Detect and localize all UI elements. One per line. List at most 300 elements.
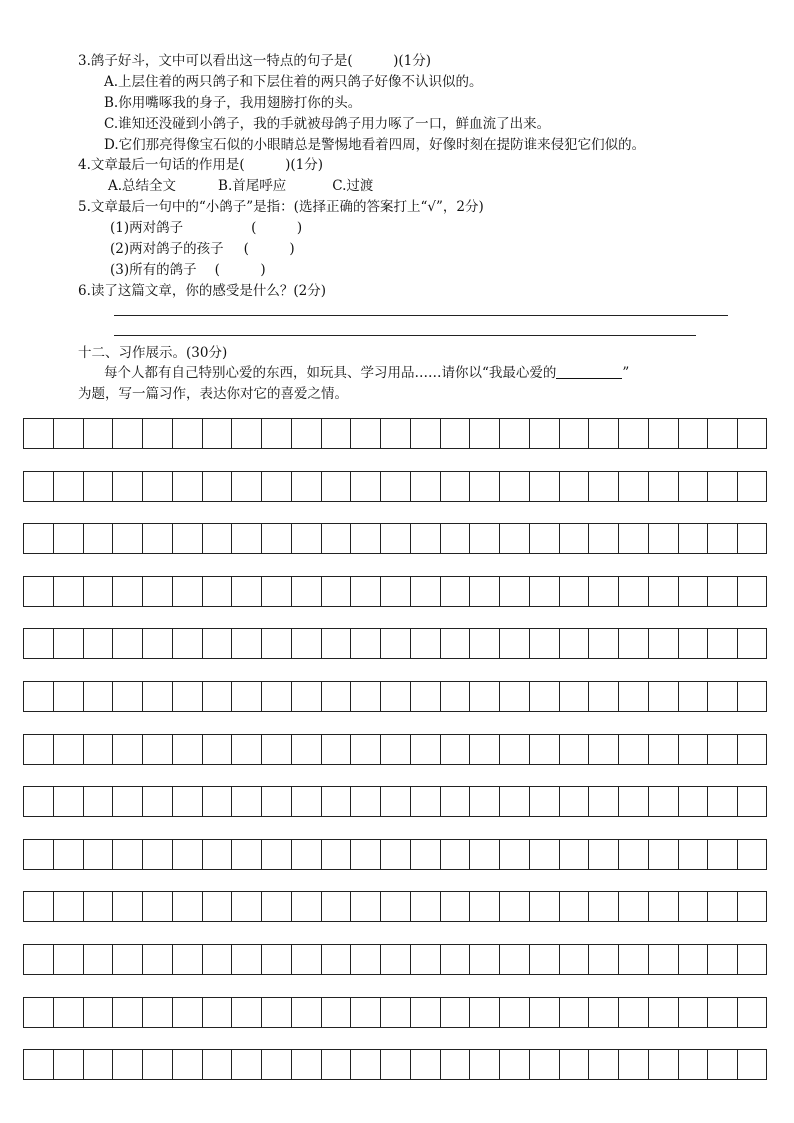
grid-cell[interactable] (84, 1050, 114, 1079)
grid-cell[interactable] (203, 892, 233, 921)
grid-cell[interactable] (262, 629, 292, 658)
grid-cell[interactable] (738, 577, 768, 606)
grid-cell[interactable] (113, 472, 143, 501)
grid-cell[interactable] (470, 735, 500, 764)
grid-cell[interactable] (292, 524, 322, 553)
grid-cell[interactable] (530, 629, 560, 658)
grid-cell[interactable] (24, 840, 54, 869)
grid-cell[interactable] (113, 577, 143, 606)
q5-item-3-paren[interactable]: ( ) (214, 262, 266, 278)
grid-cell[interactable] (470, 840, 500, 869)
grid-cell[interactable] (619, 472, 649, 501)
grid-cell[interactable] (381, 682, 411, 711)
grid-cell[interactable] (530, 787, 560, 816)
grid-cell[interactable] (500, 1050, 530, 1079)
grid-cell[interactable] (679, 682, 709, 711)
grid-cell[interactable] (24, 577, 54, 606)
grid-cell[interactable] (708, 892, 738, 921)
grid-cell[interactable] (738, 629, 768, 658)
grid-cell[interactable] (173, 892, 203, 921)
grid-cell[interactable] (679, 577, 709, 606)
grid-cell[interactable] (262, 419, 292, 448)
grid-cell[interactable] (381, 998, 411, 1027)
grid-cell[interactable] (143, 998, 173, 1027)
grid-cell[interactable] (292, 840, 322, 869)
grid-cell[interactable] (441, 419, 471, 448)
grid-cell[interactable] (530, 840, 560, 869)
grid-cell[interactable] (173, 524, 203, 553)
grid-cell[interactable] (381, 787, 411, 816)
grid-cell[interactable] (113, 735, 143, 764)
grid-cell[interactable] (113, 524, 143, 553)
grid-cell[interactable] (500, 577, 530, 606)
grid-cell[interactable] (351, 629, 381, 658)
grid-cell[interactable] (738, 840, 768, 869)
grid-cell[interactable] (203, 419, 233, 448)
grid-cell[interactable] (292, 577, 322, 606)
grid-cell[interactable] (84, 892, 114, 921)
grid-cell[interactable] (738, 1050, 768, 1079)
grid-cell[interactable] (262, 998, 292, 1027)
grid-cell[interactable] (262, 472, 292, 501)
grid-cell[interactable] (381, 945, 411, 974)
grid-cell[interactable] (351, 892, 381, 921)
grid-cell[interactable] (351, 840, 381, 869)
grid-cell[interactable] (560, 945, 590, 974)
grid-cell[interactable] (54, 524, 84, 553)
grid-cell[interactable] (619, 682, 649, 711)
grid-cell[interactable] (649, 1050, 679, 1079)
grid-cell[interactable] (649, 577, 679, 606)
grid-cell[interactable] (649, 998, 679, 1027)
grid-cell[interactable] (619, 524, 649, 553)
grid-cell[interactable] (203, 472, 233, 501)
grid-cell[interactable] (679, 998, 709, 1027)
grid-cell[interactable] (113, 682, 143, 711)
grid-cell[interactable] (619, 945, 649, 974)
title-blank[interactable] (556, 364, 622, 379)
grid-cell[interactable] (143, 682, 173, 711)
grid-cell[interactable] (411, 524, 441, 553)
grid-cell[interactable] (351, 735, 381, 764)
grid-cell[interactable] (173, 735, 203, 764)
grid-cell[interactable] (54, 840, 84, 869)
grid-cell[interactable] (708, 735, 738, 764)
grid-cell[interactable] (24, 419, 54, 448)
grid-cell[interactable] (232, 998, 262, 1027)
grid-cell[interactable] (738, 735, 768, 764)
grid-cell[interactable] (560, 524, 590, 553)
grid-cell[interactable] (500, 524, 530, 553)
grid-cell[interactable] (708, 629, 738, 658)
grid-cell[interactable] (113, 998, 143, 1027)
grid-cell[interactable] (441, 629, 471, 658)
grid-cell[interactable] (738, 945, 768, 974)
grid-cell[interactable] (173, 629, 203, 658)
grid-cell[interactable] (381, 892, 411, 921)
grid-cell[interactable] (143, 735, 173, 764)
grid-cell[interactable] (649, 682, 679, 711)
grid-cell[interactable] (708, 419, 738, 448)
grid-cell[interactable] (203, 735, 233, 764)
grid-cell[interactable] (411, 787, 441, 816)
grid-cell[interactable] (322, 945, 352, 974)
grid-cell[interactable] (173, 472, 203, 501)
grid-cell[interactable] (411, 892, 441, 921)
grid-cell[interactable] (411, 1050, 441, 1079)
grid-cell[interactable] (84, 840, 114, 869)
grid-cell[interactable] (113, 629, 143, 658)
grid-cell[interactable] (589, 892, 619, 921)
grid-cell[interactable] (173, 998, 203, 1027)
grid-cell[interactable] (649, 524, 679, 553)
grid-cell[interactable] (619, 1050, 649, 1079)
grid-cell[interactable] (619, 892, 649, 921)
grid-cell[interactable] (84, 787, 114, 816)
grid-cell[interactable] (708, 577, 738, 606)
grid-cell[interactable] (351, 524, 381, 553)
grid-cell[interactable] (262, 735, 292, 764)
grid-cell[interactable] (143, 524, 173, 553)
grid-cell[interactable] (322, 892, 352, 921)
grid-cell[interactable] (441, 840, 471, 869)
grid-cell[interactable] (262, 682, 292, 711)
grid-cell[interactable] (470, 577, 500, 606)
grid-cell[interactable] (619, 735, 649, 764)
grid-cell[interactable] (530, 998, 560, 1027)
grid-cell[interactable] (470, 472, 500, 501)
grid-cell[interactable] (322, 998, 352, 1027)
grid-cell[interactable] (530, 892, 560, 921)
grid-cell[interactable] (232, 577, 262, 606)
grid-cell[interactable] (738, 472, 768, 501)
grid-cell[interactable] (708, 998, 738, 1027)
grid-cell[interactable] (84, 735, 114, 764)
grid-cell[interactable] (738, 419, 768, 448)
grid-cell[interactable] (560, 998, 590, 1027)
grid-cell[interactable] (530, 577, 560, 606)
grid-cell[interactable] (84, 629, 114, 658)
grid-cell[interactable] (232, 892, 262, 921)
grid-cell[interactable] (173, 577, 203, 606)
grid-cell[interactable] (292, 629, 322, 658)
grid-cell[interactable] (470, 629, 500, 658)
grid-cell[interactable] (560, 1050, 590, 1079)
grid-cell[interactable] (262, 840, 292, 869)
grid-cell[interactable] (54, 892, 84, 921)
grid-cell[interactable] (649, 472, 679, 501)
grid-cell[interactable] (322, 682, 352, 711)
grid-cell[interactable] (381, 419, 411, 448)
grid-cell[interactable] (24, 1050, 54, 1079)
grid-cell[interactable] (708, 945, 738, 974)
grid-cell[interactable] (500, 840, 530, 869)
grid-cell[interactable] (589, 577, 619, 606)
grid-cell[interactable] (649, 945, 679, 974)
grid-cell[interactable] (441, 1050, 471, 1079)
grid-cell[interactable] (530, 682, 560, 711)
grid-cell[interactable] (500, 682, 530, 711)
grid-cell[interactable] (351, 998, 381, 1027)
grid-cell[interactable] (500, 629, 530, 658)
grid-cell[interactable] (24, 472, 54, 501)
grid-cell[interactable] (292, 682, 322, 711)
grid-cell[interactable] (113, 840, 143, 869)
grid-cell[interactable] (143, 1050, 173, 1079)
grid-cell[interactable] (173, 840, 203, 869)
grid-cell[interactable] (54, 998, 84, 1027)
grid-cell[interactable] (84, 577, 114, 606)
grid-cell[interactable] (232, 472, 262, 501)
grid-cell[interactable] (738, 998, 768, 1027)
grid-cell[interactable] (470, 419, 500, 448)
grid-cell[interactable] (351, 787, 381, 816)
q6-answer-line-1[interactable] (114, 315, 728, 316)
grid-cell[interactable] (589, 629, 619, 658)
grid-cell[interactable] (441, 892, 471, 921)
grid-cell[interactable] (500, 892, 530, 921)
grid-cell[interactable] (470, 945, 500, 974)
grid-cell[interactable] (232, 1050, 262, 1079)
grid-cell[interactable] (292, 1050, 322, 1079)
grid-cell[interactable] (24, 945, 54, 974)
grid-cell[interactable] (679, 1050, 709, 1079)
grid-cell[interactable] (292, 945, 322, 974)
grid-cell[interactable] (232, 840, 262, 869)
grid-cell[interactable] (441, 998, 471, 1027)
grid-cell[interactable] (679, 629, 709, 658)
grid-cell[interactable] (500, 735, 530, 764)
grid-cell[interactable] (500, 945, 530, 974)
grid-cell[interactable] (54, 1050, 84, 1079)
grid-cell[interactable] (500, 472, 530, 501)
grid-cell[interactable] (381, 629, 411, 658)
grid-cell[interactable] (589, 945, 619, 974)
grid-cell[interactable] (560, 735, 590, 764)
grid-cell[interactable] (84, 998, 114, 1027)
grid-cell[interactable] (292, 472, 322, 501)
grid-cell[interactable] (203, 524, 233, 553)
grid-cell[interactable] (738, 787, 768, 816)
grid-cell[interactable] (203, 1050, 233, 1079)
grid-cell[interactable] (322, 629, 352, 658)
grid-cell[interactable] (54, 787, 84, 816)
grid-cell[interactable] (322, 787, 352, 816)
grid-cell[interactable] (470, 892, 500, 921)
grid-cell[interactable] (738, 524, 768, 553)
grid-cell[interactable] (679, 472, 709, 501)
grid-cell[interactable] (262, 577, 292, 606)
grid-cell[interactable] (24, 629, 54, 658)
grid-cell[interactable] (530, 1050, 560, 1079)
grid-cell[interactable] (173, 682, 203, 711)
grid-cell[interactable] (649, 787, 679, 816)
grid-cell[interactable] (262, 1050, 292, 1079)
grid-cell[interactable] (738, 682, 768, 711)
grid-cell[interactable] (113, 945, 143, 974)
grid-cell[interactable] (381, 840, 411, 869)
grid-cell[interactable] (232, 524, 262, 553)
grid-cell[interactable] (113, 419, 143, 448)
grid-cell[interactable] (54, 629, 84, 658)
grid-cell[interactable] (649, 892, 679, 921)
grid-cell[interactable] (322, 840, 352, 869)
grid-cell[interactable] (84, 945, 114, 974)
grid-cell[interactable] (619, 787, 649, 816)
grid-cell[interactable] (679, 419, 709, 448)
grid-cell[interactable] (649, 629, 679, 658)
grid-cell[interactable] (232, 629, 262, 658)
grid-cell[interactable] (411, 735, 441, 764)
q5-item-2-paren[interactable]: ( ) (243, 241, 295, 257)
grid-cell[interactable] (351, 472, 381, 501)
grid-cell[interactable] (679, 524, 709, 553)
grid-cell[interactable] (649, 735, 679, 764)
grid-cell[interactable] (24, 524, 54, 553)
grid-cell[interactable] (441, 945, 471, 974)
grid-cell[interactable] (381, 1050, 411, 1079)
grid-cell[interactable] (679, 840, 709, 869)
grid-cell[interactable] (84, 682, 114, 711)
grid-cell[interactable] (24, 787, 54, 816)
grid-cell[interactable] (232, 787, 262, 816)
grid-cell[interactable] (589, 419, 619, 448)
grid-cell[interactable] (322, 472, 352, 501)
grid-cell[interactable] (560, 577, 590, 606)
grid-cell[interactable] (143, 840, 173, 869)
grid-cell[interactable] (54, 577, 84, 606)
grid-cell[interactable] (470, 524, 500, 553)
grid-cell[interactable] (232, 682, 262, 711)
grid-cell[interactable] (708, 524, 738, 553)
grid-cell[interactable] (381, 735, 411, 764)
grid-cell[interactable] (54, 945, 84, 974)
grid-cell[interactable] (24, 892, 54, 921)
grid-cell[interactable] (292, 892, 322, 921)
grid-cell[interactable] (292, 998, 322, 1027)
grid-cell[interactable] (530, 945, 560, 974)
grid-cell[interactable] (203, 998, 233, 1027)
grid-cell[interactable] (411, 840, 441, 869)
grid-cell[interactable] (173, 419, 203, 448)
grid-cell[interactable] (441, 787, 471, 816)
writing-grid[interactable] (23, 418, 767, 1081)
grid-cell[interactable] (292, 419, 322, 448)
grid-cell[interactable] (232, 419, 262, 448)
grid-cell[interactable] (708, 1050, 738, 1079)
grid-cell[interactable] (619, 629, 649, 658)
grid-cell[interactable] (203, 945, 233, 974)
grid-cell[interactable] (411, 998, 441, 1027)
grid-cell[interactable] (619, 840, 649, 869)
grid-cell[interactable] (589, 1050, 619, 1079)
grid-cell[interactable] (173, 787, 203, 816)
grid-cell[interactable] (441, 524, 471, 553)
grid-cell[interactable] (203, 577, 233, 606)
grid-cell[interactable] (560, 472, 590, 501)
grid-cell[interactable] (113, 1050, 143, 1079)
grid-cell[interactable] (619, 577, 649, 606)
grid-cell[interactable] (470, 998, 500, 1027)
q5-item-1-paren[interactable]: ( ) (251, 220, 303, 236)
grid-cell[interactable] (143, 892, 173, 921)
grid-cell[interactable] (24, 682, 54, 711)
grid-cell[interactable] (589, 840, 619, 869)
grid-cell[interactable] (560, 419, 590, 448)
grid-cell[interactable] (560, 892, 590, 921)
grid-cell[interactable] (262, 787, 292, 816)
grid-cell[interactable] (232, 735, 262, 764)
grid-cell[interactable] (708, 840, 738, 869)
grid-cell[interactable] (708, 472, 738, 501)
grid-cell[interactable] (24, 998, 54, 1027)
grid-cell[interactable] (84, 472, 114, 501)
grid-cell[interactable] (143, 472, 173, 501)
grid-cell[interactable] (560, 682, 590, 711)
grid-cell[interactable] (589, 998, 619, 1027)
grid-cell[interactable] (619, 998, 649, 1027)
grid-cell[interactable] (113, 892, 143, 921)
q6-answer-line-2[interactable] (114, 335, 696, 336)
grid-cell[interactable] (322, 735, 352, 764)
grid-cell[interactable] (54, 419, 84, 448)
grid-cell[interactable] (649, 840, 679, 869)
grid-cell[interactable] (470, 787, 500, 816)
grid-cell[interactable] (679, 735, 709, 764)
grid-cell[interactable] (54, 472, 84, 501)
grid-cell[interactable] (649, 419, 679, 448)
grid-cell[interactable] (292, 787, 322, 816)
grid-cell[interactable] (381, 472, 411, 501)
grid-cell[interactable] (441, 577, 471, 606)
grid-cell[interactable] (679, 945, 709, 974)
grid-cell[interactable] (262, 945, 292, 974)
grid-cell[interactable] (470, 682, 500, 711)
grid-cell[interactable] (441, 682, 471, 711)
grid-cell[interactable] (411, 682, 441, 711)
grid-cell[interactable] (113, 787, 143, 816)
grid-cell[interactable] (322, 1050, 352, 1079)
grid-cell[interactable] (381, 577, 411, 606)
grid-cell[interactable] (411, 629, 441, 658)
grid-cell[interactable] (679, 787, 709, 816)
grid-cell[interactable] (143, 577, 173, 606)
grid-cell[interactable] (500, 998, 530, 1027)
grid-cell[interactable] (500, 419, 530, 448)
grid-cell[interactable] (143, 629, 173, 658)
grid-cell[interactable] (143, 945, 173, 974)
grid-cell[interactable] (381, 524, 411, 553)
grid-cell[interactable] (351, 577, 381, 606)
grid-cell[interactable] (560, 840, 590, 869)
grid-cell[interactable] (411, 577, 441, 606)
grid-cell[interactable] (292, 735, 322, 764)
grid-cell[interactable] (589, 682, 619, 711)
grid-cell[interactable] (322, 524, 352, 553)
grid-cell[interactable] (411, 419, 441, 448)
grid-cell[interactable] (351, 1050, 381, 1079)
grid-cell[interactable] (619, 419, 649, 448)
grid-cell[interactable] (143, 419, 173, 448)
grid-cell[interactable] (351, 682, 381, 711)
grid-cell[interactable] (530, 472, 560, 501)
grid-cell[interactable] (54, 735, 84, 764)
grid-cell[interactable] (738, 892, 768, 921)
grid-cell[interactable] (84, 524, 114, 553)
grid-cell[interactable] (530, 735, 560, 764)
grid-cell[interactable] (84, 419, 114, 448)
grid-cell[interactable] (560, 629, 590, 658)
